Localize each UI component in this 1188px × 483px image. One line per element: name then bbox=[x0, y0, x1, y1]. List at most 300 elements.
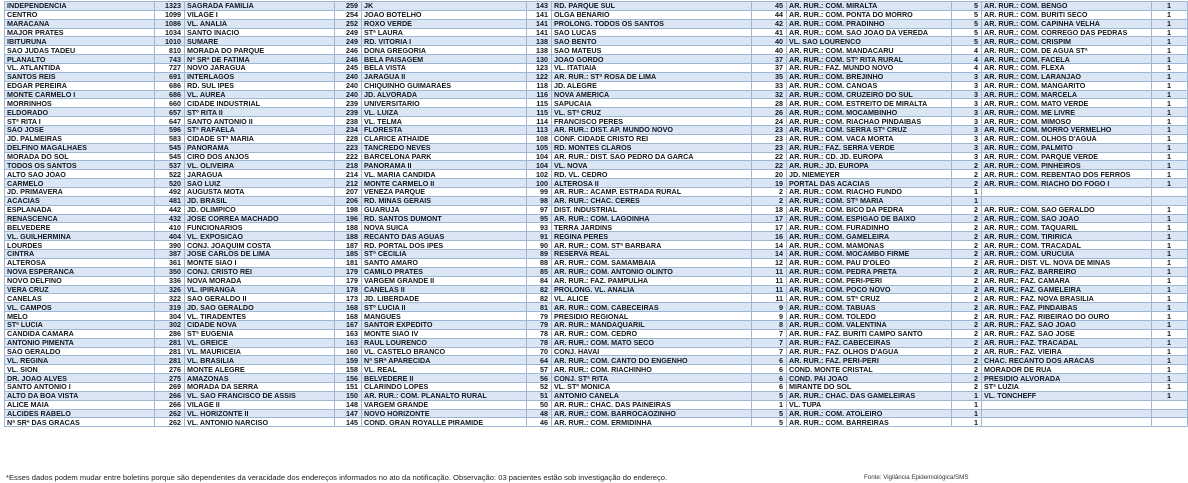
neighborhood-name: VL. CAMPOS bbox=[5, 303, 155, 312]
neighborhood-name: AR. RUR.: COM. BURITI SECO bbox=[982, 10, 1152, 19]
case-count: 1 bbox=[1152, 170, 1188, 179]
case-count: 118 bbox=[527, 81, 552, 90]
case-count: 1 bbox=[1152, 250, 1188, 259]
neighborhood-name: FLORESTA bbox=[362, 126, 527, 135]
case-count: 1 bbox=[1152, 320, 1188, 329]
case-count: 9 bbox=[752, 303, 787, 312]
neighborhood-name: MANGUES bbox=[362, 312, 527, 321]
neighborhood-name: AR. RUR.: COM. SAO JOAO bbox=[982, 214, 1152, 223]
neighborhood-name: SANTO ANTONIO II bbox=[185, 117, 335, 126]
case-count: 2 bbox=[952, 250, 982, 259]
neighborhood-name: AR. RUR.: FAZ. PERI-PERI bbox=[787, 356, 952, 365]
neighborhood-name: ALTO DA BOA VISTA bbox=[5, 391, 155, 400]
neighborhood-name: CANELAS bbox=[5, 294, 155, 303]
case-count: 42 bbox=[752, 19, 787, 28]
case-count: 19 bbox=[752, 179, 787, 188]
case-count: 1099 bbox=[155, 10, 185, 19]
case-count: 45 bbox=[752, 2, 787, 11]
case-count: 9 bbox=[752, 312, 787, 321]
case-count: 40 bbox=[752, 37, 787, 46]
neighborhood-name: JARAGUA II bbox=[362, 72, 527, 81]
case-count: 78 bbox=[527, 329, 552, 338]
neighborhood-name: STª EUGENIA bbox=[185, 329, 335, 338]
neighborhood-name bbox=[982, 188, 1152, 197]
neighborhood-name: STª RAFAELA bbox=[185, 126, 335, 135]
case-count: 350 bbox=[155, 267, 185, 276]
table-row bbox=[5, 152, 1188, 161]
case-count: 143 bbox=[527, 2, 552, 11]
case-count: 130 bbox=[527, 55, 552, 64]
neighborhood-name: NOVO JARAGUA bbox=[185, 64, 335, 73]
neighborhood-name: SAPUCAIA bbox=[552, 99, 752, 108]
case-count: 23 bbox=[752, 143, 787, 152]
case-count: 113 bbox=[527, 126, 552, 135]
case-count: 275 bbox=[155, 374, 185, 383]
case-count: 1 bbox=[1152, 46, 1188, 55]
neighborhood-name: BELVEDERE bbox=[5, 223, 155, 232]
case-count: 3 bbox=[952, 134, 982, 143]
neighborhood-name: VL. ANTONIO NARCISO bbox=[185, 418, 335, 427]
case-count: 269 bbox=[155, 382, 185, 391]
case-count: 266 bbox=[155, 400, 185, 409]
case-count: 3 bbox=[952, 90, 982, 99]
neighborhood-name: IBITURUNA bbox=[5, 37, 155, 46]
case-count: 18 bbox=[752, 205, 787, 214]
neighborhood-name: NOVO DELFINO bbox=[5, 276, 155, 285]
case-count: 262 bbox=[155, 418, 185, 427]
neighborhood-name: AR. RUR.: FAZ. PINDAIBAS bbox=[982, 303, 1152, 312]
neighborhood-name: VL. ALICE bbox=[552, 294, 752, 303]
neighborhood-name: MONTE SIAO I bbox=[185, 258, 335, 267]
neighborhood-name: AR. RUR.: COM. CEDRO bbox=[552, 329, 752, 338]
neighborhood-name: REGINA PERES bbox=[552, 232, 752, 241]
case-count: 1 bbox=[1152, 161, 1188, 170]
case-count: 432 bbox=[155, 214, 185, 223]
case-count: 304 bbox=[155, 312, 185, 321]
case-count: 1 bbox=[1152, 72, 1188, 81]
case-count: 93 bbox=[527, 223, 552, 232]
case-count: 91 bbox=[527, 232, 552, 241]
neighborhood-name: AR. RUR.: FAZ. BARREIRO bbox=[982, 267, 1152, 276]
neighborhood-name: JD. PALMEIRAS bbox=[5, 134, 155, 143]
case-count: 1 bbox=[1152, 117, 1188, 126]
neighborhood-name: SANTO ANTONIO I bbox=[5, 382, 155, 391]
case-count: 234 bbox=[335, 126, 362, 135]
neighborhood-name: RD. SUL IPES bbox=[185, 81, 335, 90]
neighborhood-name: RD. SANTOS DUMONT bbox=[362, 214, 527, 223]
neighborhood-name: AR. RUR.: COM. RIACHAO PINDAIBAS bbox=[787, 117, 952, 126]
neighborhood-name: AR. RUR.: COM. MAMONAS bbox=[787, 241, 952, 250]
case-count: 212 bbox=[335, 179, 362, 188]
table-row bbox=[5, 214, 1188, 223]
case-count: 100 bbox=[527, 179, 552, 188]
case-count bbox=[1152, 418, 1188, 427]
case-count: 14 bbox=[752, 241, 787, 250]
neighborhood-name: CANDIDA CAMARA bbox=[5, 329, 155, 338]
case-count: 78 bbox=[527, 338, 552, 347]
case-count: 14 bbox=[752, 250, 787, 259]
neighborhood-name: JD. ALVORADA bbox=[362, 90, 527, 99]
neighborhood-name: MELO bbox=[5, 312, 155, 321]
case-count: 810 bbox=[155, 46, 185, 55]
case-count: 218 bbox=[335, 161, 362, 170]
table-row bbox=[5, 409, 1188, 418]
case-count: 1 bbox=[1152, 294, 1188, 303]
neighborhood-name: FUNCIONARIOS bbox=[185, 223, 335, 232]
case-count: 302 bbox=[155, 320, 185, 329]
case-count: 187 bbox=[335, 241, 362, 250]
neighborhood-name: SAO BENTO bbox=[552, 37, 752, 46]
neighborhood-name: AR. RUR.: COM. PINHEIROS bbox=[982, 161, 1152, 170]
case-count: 181 bbox=[335, 258, 362, 267]
table-row bbox=[5, 134, 1188, 143]
neighborhood-name: JD. PRIMAVERA bbox=[5, 188, 155, 197]
case-count: 361 bbox=[155, 258, 185, 267]
case-count: 2 bbox=[952, 294, 982, 303]
neighborhood-name: COND. PAI JOAO bbox=[787, 374, 952, 383]
case-count: 1 bbox=[1152, 134, 1188, 143]
neighborhood-name: AR. RUR.: COM. STª CRUZ bbox=[787, 294, 952, 303]
neighborhood-name: AR. RUR.: COM. RIACHO DO FOGO I bbox=[982, 179, 1152, 188]
neighborhood-name: VL. STº MONICA bbox=[552, 382, 752, 391]
case-count: 245 bbox=[335, 64, 362, 73]
neighborhood-name: STº LUCIA II bbox=[362, 303, 527, 312]
neighborhood-name: AR. RUR.: COM. MOCAMBO FIRME bbox=[787, 250, 952, 259]
case-count: 5 bbox=[752, 409, 787, 418]
neighborhood-name: AR. RUR.: COM. SAO GERALDO bbox=[982, 205, 1152, 214]
neighborhood-name: SANTO INACIO bbox=[185, 28, 335, 37]
neighborhood-name: RD. VITORIA I bbox=[362, 37, 527, 46]
case-count: 4 bbox=[952, 46, 982, 55]
table-row bbox=[5, 303, 1188, 312]
case-count: 115 bbox=[527, 99, 552, 108]
case-count: 3 bbox=[952, 152, 982, 161]
neighborhood-name: AR. RUR.: COM. BENGO bbox=[982, 2, 1152, 11]
neighborhood-name: AR. RUR.: DIST. VL. NOVA DE MINAS bbox=[982, 258, 1152, 267]
neighborhood-name: VILAGE I bbox=[185, 10, 335, 19]
neighborhood-name: VL. LUIZA bbox=[362, 108, 527, 117]
neighborhood-name: AR. RUR.: FAZ. PAMPULHA bbox=[552, 276, 752, 285]
neighborhood-name: AR. RUR.: COM. ESPIGAO DE BAIXO bbox=[787, 214, 952, 223]
neighborhood-name: GUARUJA bbox=[362, 205, 527, 214]
neighborhood-name: AR. RUR.: COM. TRACADAL bbox=[982, 241, 1152, 250]
neighborhood-name: JD. NIEMEYER bbox=[787, 170, 952, 179]
case-count: 2 bbox=[952, 329, 982, 338]
neighborhood-name: CHAC. RECANTO DOS ARACAS bbox=[982, 356, 1152, 365]
case-count: 647 bbox=[155, 117, 185, 126]
neighborhood-name: SAO LUIZ bbox=[185, 179, 335, 188]
neighborhood-name: SUMARE bbox=[185, 37, 335, 46]
neighborhood-name: AR. RUR.: COM. CRISPIM bbox=[982, 37, 1152, 46]
case-count: 246 bbox=[335, 55, 362, 64]
neighborhood-name: ELDORADO bbox=[5, 108, 155, 117]
case-count: 51 bbox=[527, 391, 552, 400]
case-count: 249 bbox=[335, 28, 362, 37]
case-count: 223 bbox=[335, 143, 362, 152]
neighborhood-name: AR. RUR.: COM. REBENTAO DOS FERROS bbox=[982, 170, 1152, 179]
case-count: 123 bbox=[527, 64, 552, 73]
case-count: 148 bbox=[335, 400, 362, 409]
neighborhood-name: VL. MAURICEIA bbox=[185, 347, 335, 356]
neighborhood-name: AR. RUR.: FAZ. BURITI CAMPO SANTO bbox=[787, 329, 952, 338]
neighborhood-name: JARAGUA bbox=[185, 170, 335, 179]
neighborhood-name: VL. IPIRANGA bbox=[185, 285, 335, 294]
neighborhood-name: AR. RUR.: COM. PONTA DO MORRO bbox=[787, 10, 952, 19]
case-count: 3 bbox=[952, 117, 982, 126]
neighborhood-name: SANTO AMARO bbox=[362, 258, 527, 267]
neighborhood-name: VILAGE II bbox=[185, 400, 335, 409]
case-count: 138 bbox=[527, 37, 552, 46]
case-count: 657 bbox=[155, 108, 185, 117]
case-count: 1010 bbox=[155, 37, 185, 46]
neighborhood-name: VL. HORIZONTE II bbox=[185, 409, 335, 418]
case-count: 545 bbox=[155, 152, 185, 161]
case-count: 6 bbox=[752, 374, 787, 383]
neighborhood-name: ALTEROSA bbox=[5, 258, 155, 267]
neighborhood-name: CONJ. JOAQUIM COSTA bbox=[185, 241, 335, 250]
table-row bbox=[5, 338, 1188, 347]
case-count: 1323 bbox=[155, 2, 185, 11]
case-count: 79 bbox=[527, 312, 552, 321]
neighborhood-name: MONTE ALEGRE bbox=[185, 365, 335, 374]
neighborhood-name: NOVO HORIZONTE bbox=[362, 409, 527, 418]
neighborhood-name: AR. RUR.: COM. PALMITO bbox=[982, 143, 1152, 152]
table-row bbox=[5, 232, 1188, 241]
case-count: 37 bbox=[752, 55, 787, 64]
case-count: 583 bbox=[155, 134, 185, 143]
case-count: 727 bbox=[155, 64, 185, 73]
case-count: 281 bbox=[155, 347, 185, 356]
case-count: 160 bbox=[335, 347, 362, 356]
neighborhood-name: FRANCISCO PERES bbox=[552, 117, 752, 126]
neighborhood-name: VL. BRASILIA bbox=[185, 356, 335, 365]
neighborhood-name: AR. RUR.: COM. MATO SECO bbox=[552, 338, 752, 347]
neighborhood-name: VL. AUREA bbox=[185, 90, 335, 99]
case-count: 2 bbox=[752, 188, 787, 197]
case-count: 104 bbox=[527, 152, 552, 161]
case-count: 326 bbox=[155, 285, 185, 294]
neighborhood-name: DIST. INDUSTRIAL bbox=[552, 205, 752, 214]
case-count: 660 bbox=[155, 99, 185, 108]
neighborhood-name: AR. RUR.: CHAC. DAS GAMELEIRAS bbox=[787, 391, 952, 400]
case-count: 7 bbox=[752, 338, 787, 347]
case-count: 240 bbox=[335, 72, 362, 81]
neighborhood-name bbox=[982, 400, 1152, 409]
case-count: 37 bbox=[752, 64, 787, 73]
neighborhood-name: AR. RUR.: COM. TAQUARIL bbox=[982, 223, 1152, 232]
case-count: 2 bbox=[952, 312, 982, 321]
table-row bbox=[5, 285, 1188, 294]
case-count: 11 bbox=[752, 276, 787, 285]
case-count: 2 bbox=[952, 320, 982, 329]
neighborhood-name: AR. RUR.: COM. CORREGO DAS PEDRAS bbox=[982, 28, 1152, 37]
case-count: 102 bbox=[527, 170, 552, 179]
neighborhood-name: AR. RUR.: COM. CANTO DO ENGENHO bbox=[552, 356, 752, 365]
table-row bbox=[5, 28, 1188, 37]
case-count: 5 bbox=[952, 28, 982, 37]
neighborhood-name: AR. RUR.: COM. MOCAMBINHO bbox=[787, 108, 952, 117]
case-count: 410 bbox=[155, 223, 185, 232]
case-count: 57 bbox=[527, 365, 552, 374]
case-count: 2 bbox=[952, 223, 982, 232]
case-count: 281 bbox=[155, 338, 185, 347]
table-row bbox=[5, 37, 1188, 46]
case-count: 249 bbox=[335, 37, 362, 46]
case-count: 81 bbox=[527, 303, 552, 312]
neighborhood-name: CONF. CIDADE CRISTO REI bbox=[552, 134, 752, 143]
neighborhood-name: VERA CRUZ bbox=[5, 285, 155, 294]
neighborhood-name: AR. RUR.: COM. TIRIRICA bbox=[982, 232, 1152, 241]
case-count: 2 bbox=[952, 374, 982, 383]
neighborhood-name: MONTE CARMELO I bbox=[5, 90, 155, 99]
neighborhood-name: VL. ANALIA bbox=[185, 19, 335, 28]
case-count: 116 bbox=[527, 90, 552, 99]
case-count: 240 bbox=[335, 81, 362, 90]
neighborhood-name: RD. VL. CEDRO bbox=[552, 170, 752, 179]
case-count: 159 bbox=[335, 356, 362, 365]
case-count: 1 bbox=[1152, 374, 1188, 383]
neighborhood-name: JOAO GORDO bbox=[552, 55, 752, 64]
table-row bbox=[5, 72, 1188, 81]
neighborhood-name: AR. RUR.: COM. SERRA STª CRUZ bbox=[787, 126, 952, 135]
case-count: 1 bbox=[1152, 205, 1188, 214]
case-count: 2 bbox=[952, 338, 982, 347]
case-count: 2 bbox=[952, 258, 982, 267]
neighborhood-name: AMAZONAS bbox=[185, 374, 335, 383]
case-count: 114 bbox=[527, 117, 552, 126]
case-count: 390 bbox=[155, 241, 185, 250]
case-count: 404 bbox=[155, 232, 185, 241]
neighborhood-name: VL. TONCHEFF bbox=[982, 391, 1152, 400]
case-count: 115 bbox=[527, 108, 552, 117]
neighborhood-name: RECANTO DAS AGUAS bbox=[362, 232, 527, 241]
neighborhood-name: SANTOR EXPEDITO bbox=[362, 320, 527, 329]
case-count: 173 bbox=[335, 294, 362, 303]
neighborhood-name: RD. MONTES CLAROS bbox=[552, 143, 752, 152]
neighborhood-name: AR. RUR.: COM. FURADINHO bbox=[787, 223, 952, 232]
case-count: 1 bbox=[1152, 232, 1188, 241]
neighborhood-name: ALCIDES RABELO bbox=[5, 409, 155, 418]
table-row bbox=[5, 81, 1188, 90]
table-row bbox=[5, 241, 1188, 250]
case-count: 141 bbox=[527, 10, 552, 19]
case-count: 2 bbox=[952, 267, 982, 276]
case-count: 1 bbox=[1152, 99, 1188, 108]
table-row bbox=[5, 391, 1188, 400]
neighborhood-name: INDEPENDENCIA bbox=[5, 2, 155, 11]
case-count: 207 bbox=[335, 188, 362, 197]
case-count: 1 bbox=[1152, 81, 1188, 90]
neighborhood-cases-table bbox=[4, 1, 1188, 427]
neighborhood-name: AR. RUR.: COM. PLANALTO RURAL bbox=[362, 391, 527, 400]
neighborhood-name: ROXO VERDE bbox=[362, 19, 527, 28]
table-row bbox=[5, 329, 1188, 338]
case-count: 286 bbox=[155, 329, 185, 338]
case-count: 3 bbox=[952, 81, 982, 90]
case-count: 2 bbox=[952, 214, 982, 223]
neighborhood-name: AR. RUR.: COM. ATOLEIRO bbox=[787, 409, 952, 418]
neighborhood-name: AR. RUR.: FAZ. SAO JOSE bbox=[982, 329, 1152, 338]
neighborhood-name: VL. TELMA bbox=[362, 117, 527, 126]
neighborhood-name: ACACIAS bbox=[5, 196, 155, 205]
case-count: 33 bbox=[752, 81, 787, 90]
neighborhood-name: AR. RUR.: COM. STª BARBARA bbox=[552, 241, 752, 250]
neighborhood-name: AR. RUR.: COM. BARROCAOZINHO bbox=[552, 409, 752, 418]
case-count: 108 bbox=[527, 134, 552, 143]
neighborhood-name: AR. RUR.: FAZ. CABECEIRAS bbox=[787, 338, 952, 347]
neighborhood-name: AR. RUR.: FAZ. TRACADAL bbox=[982, 338, 1152, 347]
neighborhood-name: CENTRO bbox=[5, 10, 155, 19]
case-count: 23 bbox=[752, 134, 787, 143]
neighborhood-name: AR. RUR.: COM. LARANJAO bbox=[982, 72, 1152, 81]
case-count: 686 bbox=[155, 81, 185, 90]
case-count bbox=[1152, 196, 1188, 205]
case-count: 2 bbox=[952, 179, 982, 188]
case-count: 22 bbox=[752, 152, 787, 161]
case-count: 206 bbox=[335, 196, 362, 205]
neighborhood-name: VL. STª CRUZ bbox=[552, 108, 752, 117]
table-row bbox=[5, 117, 1188, 126]
case-count: 319 bbox=[155, 303, 185, 312]
neighborhood-name: NOVA SUICA bbox=[362, 223, 527, 232]
case-count: 5 bbox=[752, 391, 787, 400]
neighborhood-name: BARCELONA PARK bbox=[362, 152, 527, 161]
neighborhood-name: AR. RUR.: FAZ. SERRA VERDE bbox=[787, 143, 952, 152]
case-count: 20 bbox=[752, 170, 787, 179]
table-row bbox=[5, 356, 1188, 365]
case-count bbox=[1152, 400, 1188, 409]
case-count: 1 bbox=[1152, 223, 1188, 232]
table-row bbox=[5, 46, 1188, 55]
case-count: 198 bbox=[335, 205, 362, 214]
case-count: 481 bbox=[155, 196, 185, 205]
neighborhood-name: CARMELO bbox=[5, 179, 155, 188]
neighborhood-name: PROLONG. TODOS OS SANTOS bbox=[552, 19, 752, 28]
neighborhood-name: CONJ. STª RITA bbox=[552, 374, 752, 383]
neighborhood-name: AR. RUR.: COM. STª MARIA bbox=[787, 196, 952, 205]
case-count: 41 bbox=[752, 28, 787, 37]
neighborhood-name: NOVA AMERICA bbox=[552, 90, 752, 99]
case-count: 44 bbox=[752, 10, 787, 19]
neighborhood-name: VL. SAO FRANCISCO DE ASSIS bbox=[185, 391, 335, 400]
case-count: 122 bbox=[527, 72, 552, 81]
case-count: 3 bbox=[952, 99, 982, 108]
case-count: 259 bbox=[335, 2, 362, 11]
neighborhood-name: NOVA ESPERANCA bbox=[5, 267, 155, 276]
neighborhood-name: AR. RUR.: COM. OLHOS D'AGUA bbox=[982, 134, 1152, 143]
case-count: 64 bbox=[527, 356, 552, 365]
neighborhood-name: ESPLANADA bbox=[5, 205, 155, 214]
table-row bbox=[5, 347, 1188, 356]
neighborhood-name: AR. RUR.: COM. PEDRA PRETA bbox=[787, 267, 952, 276]
case-count: 99 bbox=[527, 188, 552, 197]
case-count: 82 bbox=[527, 294, 552, 303]
neighborhood-name: AR. RUR.: CHAC. CERES bbox=[552, 196, 752, 205]
case-count: 88 bbox=[527, 258, 552, 267]
case-count: 46 bbox=[527, 418, 552, 427]
case-count: 1 bbox=[1152, 179, 1188, 188]
neighborhood-name: AR. RUR.: FAZ. SAO JOAO bbox=[982, 320, 1152, 329]
neighborhood-name: AR. RUR.: STª ROSA DE LIMA bbox=[552, 72, 752, 81]
table-row bbox=[5, 19, 1188, 28]
neighborhood-name: AR. RUR.: FAZ. VIEIRA bbox=[982, 347, 1152, 356]
case-count: 1 bbox=[1152, 391, 1188, 400]
neighborhood-name: CAMILO PRATES bbox=[362, 267, 527, 276]
case-count: 6 bbox=[752, 356, 787, 365]
neighborhood-name: AR. RUR.: COM. ME LIVRE bbox=[982, 108, 1152, 117]
case-count: 743 bbox=[155, 55, 185, 64]
case-count: 1 bbox=[1152, 241, 1188, 250]
